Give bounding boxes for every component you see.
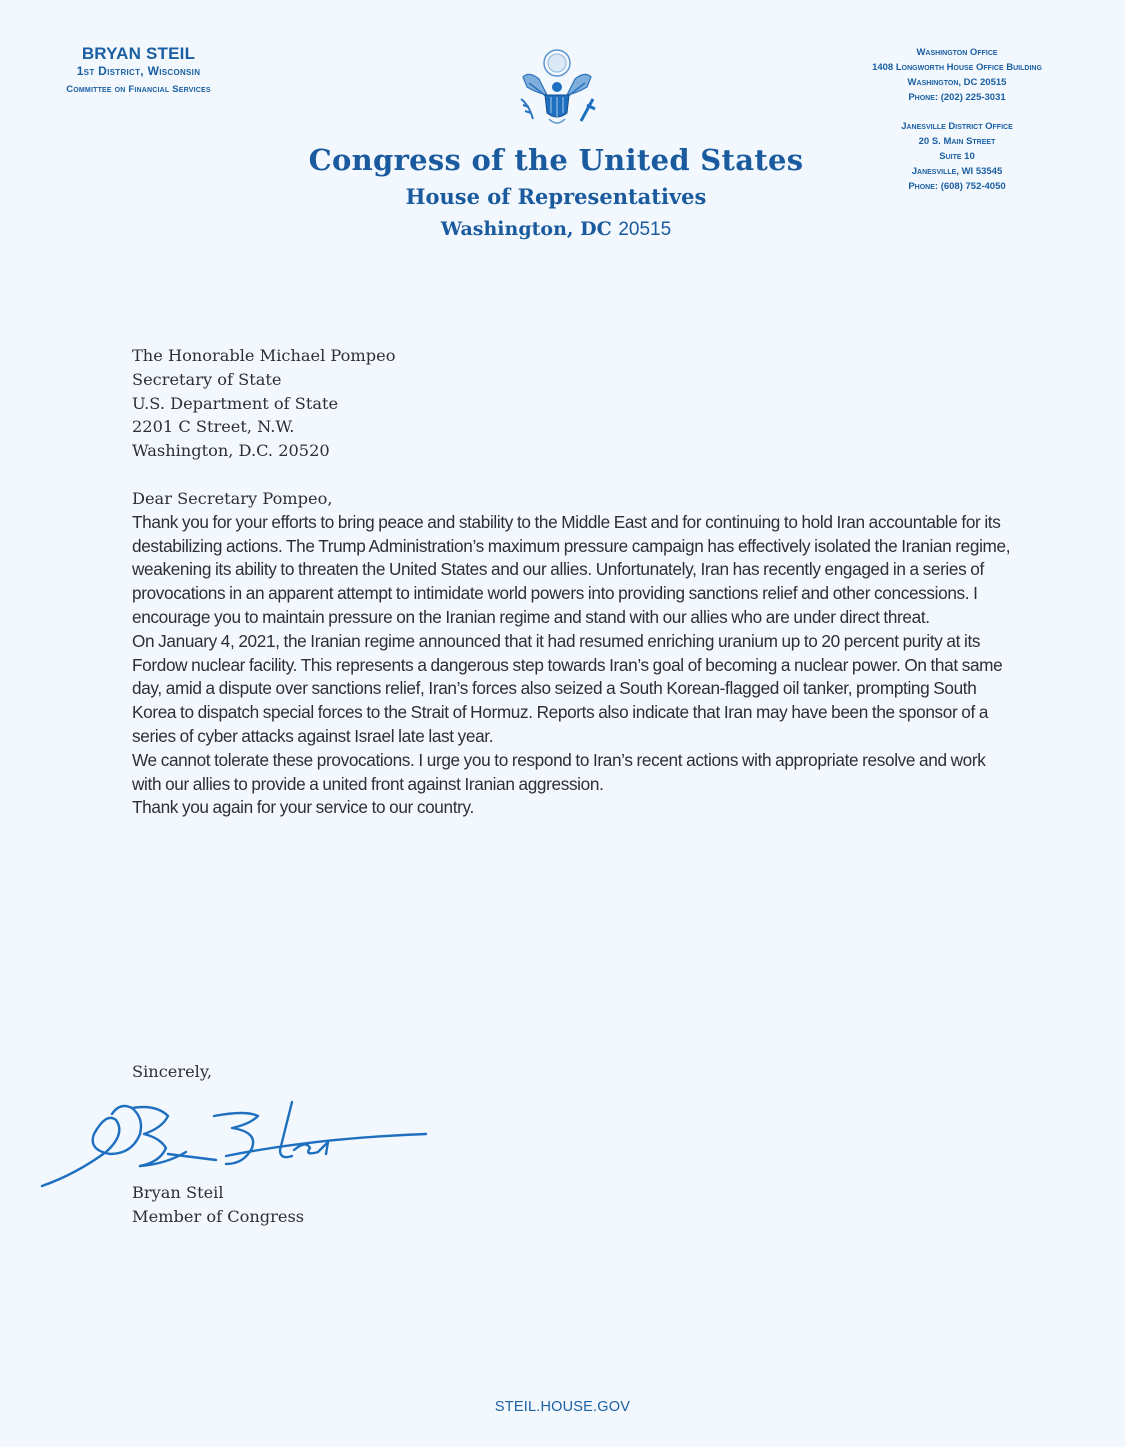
member-name: BRYAN STEIL [81, 44, 196, 63]
signer-block [132, 1181, 304, 1229]
office-phone: Phone: (202) 225-3031 [908, 92, 1006, 103]
chamber-title: House of Representatives [405, 184, 707, 209]
signature-icon [36, 1094, 436, 1194]
body-paragraph: On January 4, 2021, the Iranian regime announced that it had resumed enriching uranium up to 20 percent purity at its Fordow nuclear facility. This represents a dangerous step towards Iran’s goal of becoming a nuclear power. On that same day, amid a dispute over sanctions relief, Iran’s forces also seized a South Korean-flagged oil tanker, prompting South Korea to dispatch special forces to the Strait of Hormuz. Reports also indicate that Iran may have been the sponsor of a series of cyber attacks against Israel late last year. [132, 630, 1003, 746]
recipient-line: Washington, D.C. 20520 [132, 441, 330, 461]
office-line: 20 S. Main Street [918, 136, 996, 147]
city-zip: 20515 [618, 219, 672, 240]
letterhead-title-block [300, 140, 812, 245]
letterhead-city [300, 214, 812, 245]
recipient-line: 2201 C Street, N.W. [132, 417, 295, 437]
member-committee: Committee on Financial Services [66, 84, 211, 95]
office-washington [840, 45, 1074, 105]
body-paragraph: We cannot tolerate these provocations. I urge you to respond to Iran’s recent actions with appropriate resolve and work with our allies to provide a united front against Iranian aggression. [132, 749, 986, 794]
letter-body [132, 344, 1012, 820]
office-line: Janesville, WI 53545 [911, 166, 1003, 177]
salutation: Dear Secretary Pompeo, [132, 488, 333, 508]
great-seal-icon [509, 43, 605, 135]
office-line: Washington, DC 20515 [907, 77, 1007, 88]
city-name: Washington, DC [440, 218, 612, 240]
signer-title: Member of Congress [132, 1207, 305, 1226]
office-line: Suite 10 [939, 151, 975, 162]
office-phone: Phone: (608) 752-4050 [908, 181, 1006, 192]
office-janesville [840, 119, 1074, 194]
office-line: 1408 Longworth House Office Building [872, 62, 1042, 73]
recipient-line: U.S. Department of State [132, 393, 339, 413]
website-link[interactable]: STEIL.HOUSE.GOV [494, 1399, 631, 1415]
recipient-line: Secretary of State [132, 369, 282, 389]
body-paragraph: Thank you again for your service to our country. [132, 797, 474, 818]
closing: Sincerely, [132, 1062, 212, 1081]
offices-block [840, 45, 1074, 194]
office-name: Washington Office [916, 47, 998, 58]
recipient-address [132, 344, 1012, 463]
recipient-line: The Honorable Michael Pompeo [132, 346, 396, 365]
body-paragraph: Thank you for your efforts to bring peace and stability to the Middle East and for continuing to hold Iran accountable for its destabilizing actions. The Trump Administration’s maximum pressure campaign has effectively isolated the Iranian regime, weakening its ability to threaten the United States and our allies. Unfortunately, Iran has recently engaged in a series of provocations in an apparent attempt to intimidate world powers into providing sanctions relief and other concessions. I encourage you to maintain pressure on the Iranian regime and stand with our allies who are under direct threat. [132, 511, 1011, 627]
signer-name: Bryan Steil [132, 1183, 224, 1202]
member-block [36, 44, 241, 95]
member-district: 1st District, Wisconsin [76, 64, 201, 78]
office-name: Janesville District Office [901, 121, 1013, 132]
congress-title: Congress of the United States [308, 143, 804, 177]
